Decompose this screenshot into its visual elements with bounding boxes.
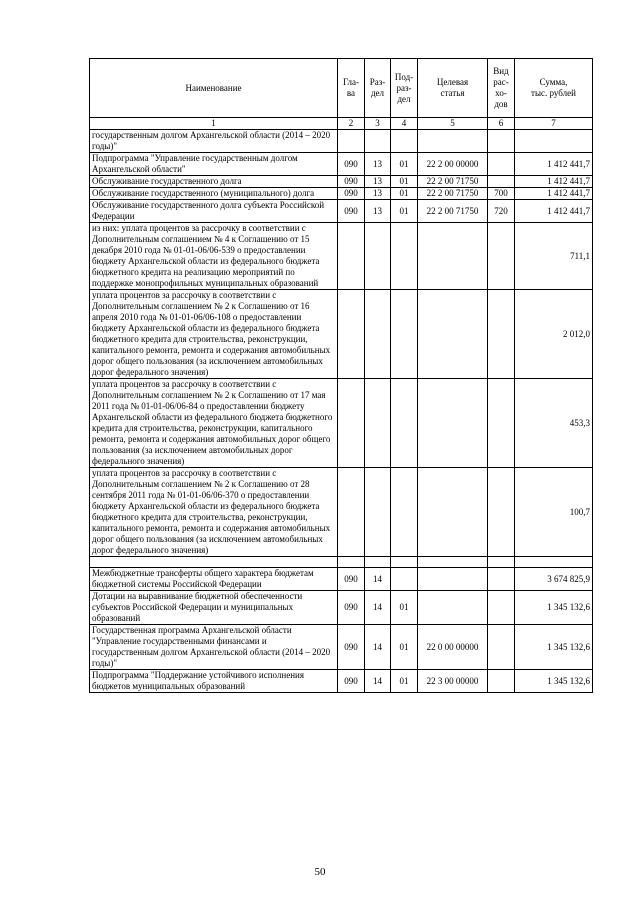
row-glava: 090 (338, 670, 365, 693)
row-podrazdel: 01 (391, 670, 418, 693)
row-vid: 720 (488, 200, 515, 223)
column-number: 4 (391, 118, 418, 130)
column-number: 7 (515, 118, 593, 130)
row-glava: 090 (338, 568, 365, 591)
row-podrazdel (391, 568, 418, 591)
table-row (90, 130, 593, 153)
row-razdel: 13 (365, 153, 391, 176)
row-podrazdel (391, 468, 418, 557)
row-target (418, 557, 488, 568)
row-podrazdel: 01 (391, 591, 418, 625)
row-sum: 2 012,0 (515, 290, 593, 379)
row-vid (488, 130, 515, 153)
row-name: Обслуживание государственного долга субъекта Российской Федерации (90, 200, 338, 223)
row-name: государственным долгом Архангельской области (2014 – 2020 годы)" (90, 130, 338, 153)
row-name: Обслуживание государственного долга (90, 176, 338, 188)
row-target: 22 2 00 00000 (418, 153, 488, 176)
table-row (90, 379, 593, 468)
row-podrazdel: 01 (391, 200, 418, 223)
row-target: 22 2 00 71750 (418, 200, 488, 223)
row-glava: 090 (338, 188, 365, 200)
row-sum: 1 345 132,6 (515, 591, 593, 625)
row-vid (488, 625, 515, 670)
row-name: Дотации на выравнивание бюджетной обеспеченности субъектов Российской Федерации и муниципальных образований (90, 591, 338, 625)
row-razdel: 14 (365, 670, 391, 693)
row-razdel (365, 379, 391, 468)
row-vid (488, 591, 515, 625)
row-vid (488, 153, 515, 176)
table-row (90, 223, 593, 290)
table-row (90, 188, 593, 200)
row-sum: 3 674 825,9 (515, 568, 593, 591)
row-target (418, 468, 488, 557)
row-name: Подпрограмма "Управление государственным долгом Архангельской области" (90, 153, 338, 176)
row-razdel: 14 (365, 568, 391, 591)
row-sum (515, 130, 593, 153)
row-razdel: 13 (365, 200, 391, 223)
row-podrazdel (391, 379, 418, 468)
row-vid (488, 568, 515, 591)
row-sum: 1 412 441,7 (515, 176, 593, 188)
row-target (418, 290, 488, 379)
row-target (418, 379, 488, 468)
column-number: 6 (488, 118, 515, 130)
row-glava: 090 (338, 153, 365, 176)
row-vid (488, 176, 515, 188)
table-row (90, 176, 593, 188)
row-podrazdel (391, 557, 418, 568)
column-number: 3 (365, 118, 391, 130)
row-razdel: 14 (365, 591, 391, 625)
row-name: Подпрограмма "Поддержание устойчивого исполнения бюджетов муниципальных образований (90, 670, 338, 693)
row-sum: 1 345 132,6 (515, 670, 593, 693)
row-podrazdel: 01 (391, 153, 418, 176)
row-razdel (365, 290, 391, 379)
row-glava (338, 223, 365, 290)
header-razdel: Раз- дел (365, 59, 391, 118)
row-vid (488, 557, 515, 568)
row-name (90, 557, 338, 568)
row-name: из них: уплата процентов за рассрочку в соответствии с Дополнительным соглашением № 4 к Соглашению от 15 декабря 2010 года № 01-01-06/06-539 о предоставлении бюджету Архангельской области из федерального бюджета бюджетного кредита на реализацию мероприятий по поддержке монопрофильных муниципальных образований (90, 223, 338, 290)
row-target (418, 223, 488, 290)
table-row (90, 200, 593, 223)
header-row (90, 59, 593, 118)
row-podrazdel: 01 (391, 176, 418, 188)
table-row (90, 557, 593, 568)
row-sum: 1 345 132,6 (515, 625, 593, 670)
row-razdel (365, 557, 391, 568)
row-name: уплата процентов за рассрочку в соответствии с Дополнительным соглашением № 2 к Соглашению от 16 апреля 2010 года № 01-01-06/06-108 о предоставлении бюджету Архангельской области из федерального бюджета бюджетного кредита для строительства, реконструкции, капитального ремонта, ремонта и содержания автомобильных дорог общего пользования (за исключением автомобильных дорог федерального значения) (90, 290, 338, 379)
table-row (90, 670, 593, 693)
row-glava: 090 (338, 200, 365, 223)
row-razdel (365, 130, 391, 153)
row-glava: 090 (338, 591, 365, 625)
row-podrazdel (391, 130, 418, 153)
row-razdel (365, 223, 391, 290)
header-vid: Вид рас- хо- дов (488, 59, 515, 118)
row-glava (338, 379, 365, 468)
column-number: 5 (418, 118, 488, 130)
row-vid (488, 223, 515, 290)
table-row (90, 153, 593, 176)
row-glava: 090 (338, 176, 365, 188)
column-number: 1 (90, 118, 338, 130)
row-target: 22 3 00 00000 (418, 670, 488, 693)
row-name: Обслуживание государственного (муниципального) долга (90, 188, 338, 200)
row-sum: 1 412 441,7 (515, 200, 593, 223)
table-row (90, 290, 593, 379)
header-target: Целевая статья (418, 59, 488, 118)
row-target (418, 130, 488, 153)
row-razdel (365, 468, 391, 557)
row-target: 22 0 00 00000 (418, 625, 488, 670)
table-row (90, 591, 593, 625)
row-podrazdel: 01 (391, 625, 418, 670)
row-vid: 700 (488, 188, 515, 200)
table-row (90, 568, 593, 591)
row-razdel: 14 (365, 625, 391, 670)
row-name: Государственная программа Архангельской области "Управление государственными финансами и государственным долгом Архангельской области (2014 – 2020 годы)" (90, 625, 338, 670)
row-sum: 453,3 (515, 379, 593, 468)
header-sum: Сумма, тыс. рублей (515, 59, 593, 118)
row-razdel: 13 (365, 176, 391, 188)
row-glava (338, 130, 365, 153)
row-vid (488, 670, 515, 693)
row-podrazdel (391, 290, 418, 379)
row-sum: 100,7 (515, 468, 593, 557)
header-glava: Гла- ва (338, 59, 365, 118)
row-name: уплата процентов за рассрочку в соответствии с Дополнительным соглашением № 2 к Соглашению от 28 сентября 2011 года № 01-01-06/06-370 о предоставлении бюджету Архангельской области из федерального бюджета бюджетного кредита для строительства, реконструкции, капитального ремонта, ремонта и содержания автомобильных дорог общего пользования (за исключением автомобильных дорог федерального значения) (90, 468, 338, 557)
header-name: Наименование (90, 59, 338, 118)
row-podrazdel (391, 223, 418, 290)
row-podrazdel: 01 (391, 188, 418, 200)
row-target (418, 591, 488, 625)
row-sum: 1 412 441,7 (515, 153, 593, 176)
column-number: 2 (338, 118, 365, 130)
row-target: 22 2 00 71750 (418, 188, 488, 200)
row-glava: 090 (338, 625, 365, 670)
row-vid (488, 379, 515, 468)
row-glava (338, 468, 365, 557)
row-sum (515, 557, 593, 568)
column-number-row (90, 118, 593, 130)
row-sum: 1 412 441,7 (515, 188, 593, 200)
row-sum: 711,1 (515, 223, 593, 290)
row-glava (338, 557, 365, 568)
header-podrazdel: Под- раз- дел (391, 59, 418, 118)
page-number: 50 (314, 866, 326, 878)
row-name: уплата процентов за рассрочку в соответствии с Дополнительным соглашением № 2 к Соглашению от 17 мая 2011 года № 01-01-06/06-84 о предоставлении бюджету Архангельской области из федерального бюджета бюджетного кредита для строительства, реконструкции, капитального ремонта, ремонта и содержания автомобильных дорог общего пользования (за исключением автомобильных дорог федерального значения) (90, 379, 338, 468)
row-glava (338, 290, 365, 379)
row-name: Межбюджетные трансферты общего характера бюджетам бюджетной системы Российской Федерации (90, 568, 338, 591)
table-row (90, 468, 593, 557)
row-vid (488, 468, 515, 557)
table-row (90, 625, 593, 670)
row-target (418, 568, 488, 591)
row-target: 22 2 00 71750 (418, 176, 488, 188)
budget-table (89, 58, 593, 693)
row-razdel: 13 (365, 188, 391, 200)
row-vid (488, 290, 515, 379)
